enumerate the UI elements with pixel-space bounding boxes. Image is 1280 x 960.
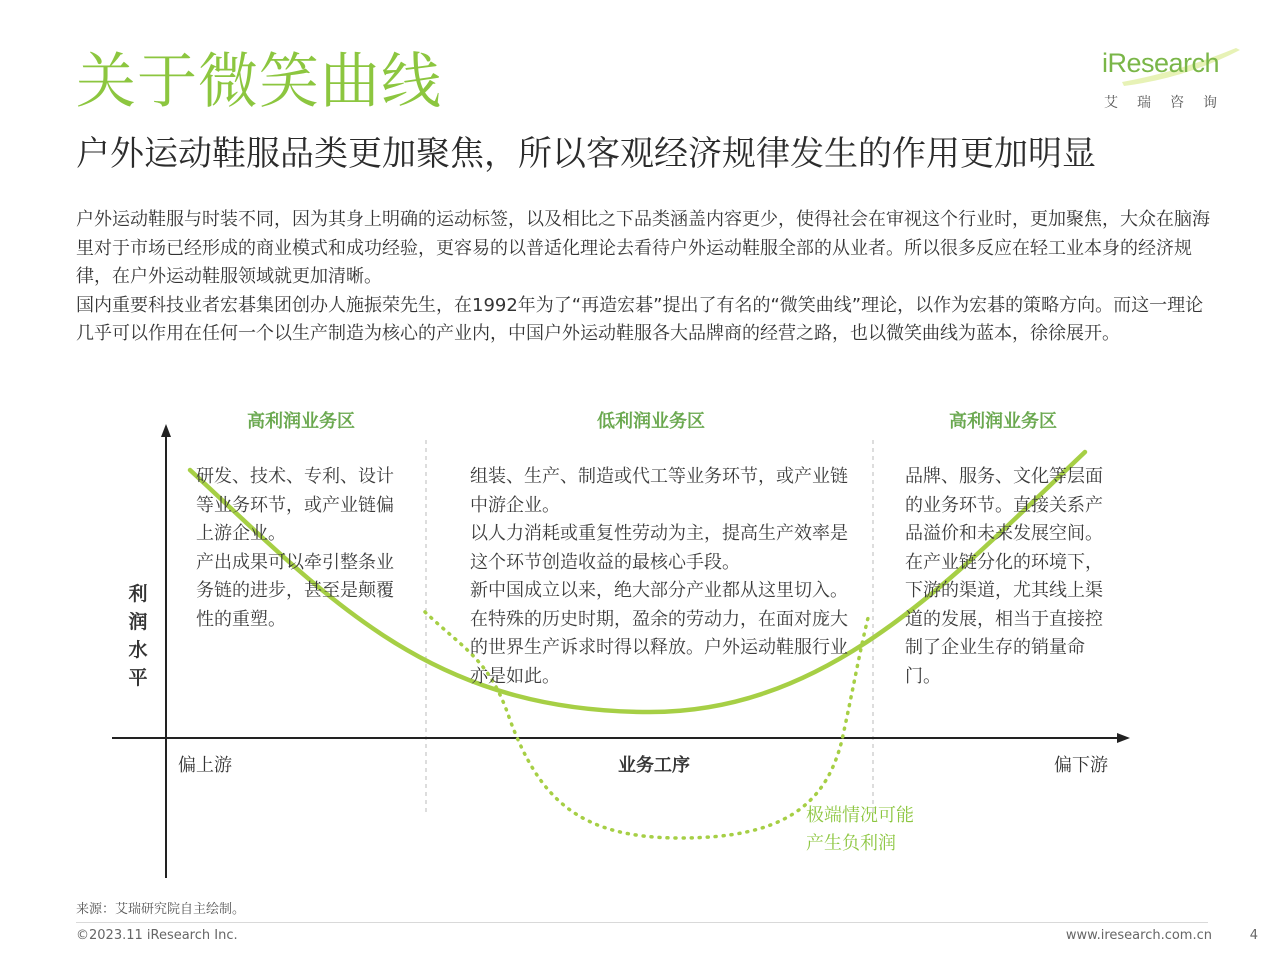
zone-text-downstream [905, 463, 1107, 691]
y-axis-arrow-icon [161, 424, 171, 437]
page-number: 4 [1249, 928, 1258, 943]
extreme-case-note [806, 802, 914, 858]
zone-text-upstream [196, 463, 398, 634]
page-title: 关于微笑曲线 [76, 47, 442, 117]
x-axis-right-label: 偏下游 [1054, 755, 1108, 776]
footer-divider [76, 922, 1208, 923]
x-axis-center-label: 业务工序 [618, 755, 690, 776]
zone-midstream-line-2: 以人力消耗或重复性劳动为主，提高生产效率是这个环节创造收益的最核心手段。 [470, 523, 848, 573]
zone-downstream-line-1: 品牌、服务、文化等层面的业务环节。直接关系产品溢价和未来发展空间。 [905, 466, 1103, 544]
website-link[interactable]: www.iresearch.com.cn [1065, 928, 1212, 943]
zone-title-midstream: 低利润业务区 [597, 411, 705, 432]
zone-title-downstream: 高利润业务区 [949, 411, 1057, 432]
zone-upstream-line-2: 产出成果可以牵引整条业务链的进步，甚至是颠覆性的重塑。 [196, 551, 394, 630]
zone-upstream-line-1: 研发、技术、专利、设计等业务环节，或产业链偏上游企业。 [196, 466, 394, 544]
x-axis-arrow-icon [1117, 733, 1130, 743]
logo-wordmark: iResearch [1102, 48, 1220, 78]
zone-title-upstream: 高利润业务区 [247, 411, 355, 432]
zone-text-midstream [470, 463, 848, 691]
x-axis-left-label: 偏上游 [178, 755, 232, 776]
zone-midstream-line-1: 组装、生产、制造或代工等业务环节，或产业链中游企业。 [470, 466, 848, 516]
intro-paragraph-2: 国内重要科技业者宏碁集团创办人施振荣先生，在1992年为了“再造宏碁”提出了有名的“微笑曲线”理论，以作为宏碁的策略方向。而这一理论几乎可以作用在任何一个以生产制造为核心的产业内，中国户外运动鞋服各大品牌商的经营之路，也以微笑曲线为蓝本，徐徐展开。 [76, 294, 1204, 344]
zone-midstream-line-3: 新中国成立以来，绝大部分产业都从这里切入。在特殊的历史时期，盈余的劳动力，在面对庞大的世界生产诉求时得以释放。户外运动鞋服行业亦是如此。 [470, 580, 848, 687]
logo-chinese-name: 艾瑞咨询 [1104, 95, 1236, 111]
copyright: ©2023.11 iResearch Inc. [76, 928, 238, 943]
zone-downstream-line-2: 在产业链分化的环境下，下游的渠道，尤其线上渠道的发展，相当于直接控制了企业生存的销量命门。 [905, 551, 1103, 687]
y-axis-label: 利润水平 [128, 583, 148, 689]
intro-paragraph-1: 户外运动鞋服与时装不同，因为其身上明确的运动标签，以及相比之下品类涵盖内容更少，使得社会在审视这个行业时，更加聚焦，大众在脑海里对于市场已经形成的商业模式和成功经验，更容易的以普适化理论去看待户外运动鞋服全部的从业者。所以很多反应在轻工业本身的经济规律，在户外运动鞋服领域就更加清晰。 [76, 209, 1210, 287]
extreme-note-line-1: 极端情况可能 [806, 805, 914, 826]
source-note: 来源：艾瑞研究院自主绘制。 [76, 902, 246, 917]
page-subtitle: 户外运动鞋服品类更加聚焦，所以客观经济规律发生的作用更加明显 [76, 134, 1096, 174]
extreme-note-line-2: 产生负利润 [806, 833, 896, 854]
